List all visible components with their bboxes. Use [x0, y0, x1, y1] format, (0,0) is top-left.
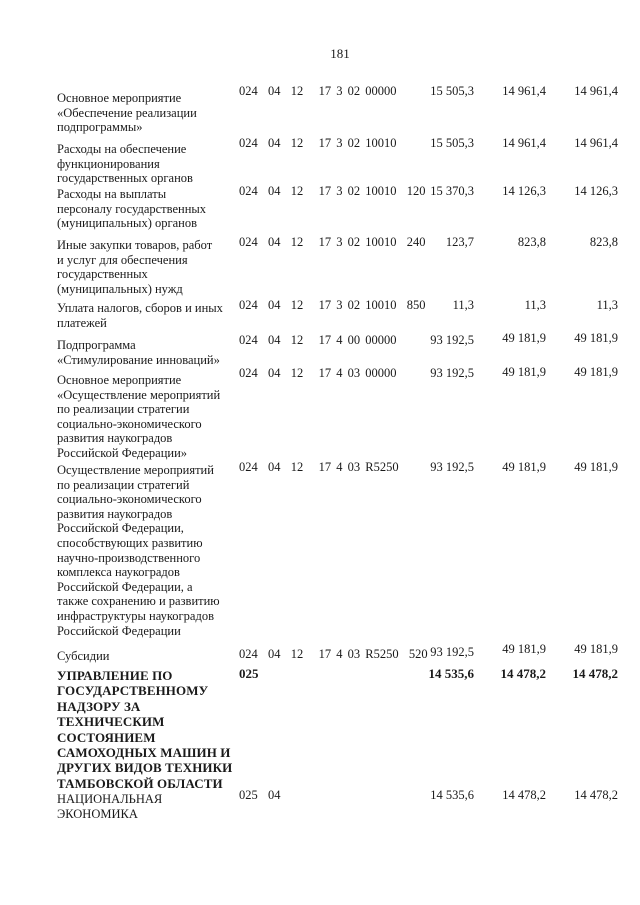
row-code: 025 04: [239, 788, 281, 802]
row-name: Расходы на обеспечение функционирования государственных органов: [57, 142, 193, 186]
value-col-3: 49 181,9: [574, 460, 618, 474]
row-code: 024 04 12 17 3 02 10010 850: [239, 298, 426, 312]
value-col-3: 14 961,4: [574, 136, 618, 150]
value-col-2: 14 961,4: [502, 136, 546, 150]
row-name: Уплата налогов, сборов и иных платежей: [57, 301, 223, 330]
value-col-1: 15 505,3: [430, 84, 474, 98]
row-name: Расходы на выплаты персоналу государственных (муниципальных) органов: [57, 187, 207, 231]
value-col-2: 14 478,2: [502, 788, 546, 802]
row-name: Подпрограмма «Стимулирование инноваций»: [57, 338, 220, 367]
value-col-3: 11,3: [596, 298, 618, 312]
value-col-1: 15 505,3: [430, 136, 474, 150]
value-col-1: 93 192,5: [430, 366, 474, 380]
value-col-2: 49 181,9: [502, 331, 546, 345]
row-code: 025: [239, 666, 259, 681]
value-col-1: 93 192,5: [430, 460, 474, 474]
value-col-1: 15 370,3: [430, 184, 474, 198]
value-col-2: 14 961,4: [502, 84, 546, 98]
value-col-1: 11,3: [452, 298, 474, 312]
row-name: Осуществление мероприятий по реализации стратегий социально-экономического развития наукоградов Российской Федерации, способствующих развитию научно-производственного комплекса наукоградов Российской Федерации, а также сохранению и развитию инфраструктуры наукоградов Российской Федерации: [57, 463, 220, 638]
row-name: Иные закупки товаров, работ и услуг для обеспечения государственных (муниципальных) нужд: [57, 238, 213, 296]
row-name: Субсидии: [57, 649, 110, 663]
value-col-3: 14 478,2: [574, 788, 618, 802]
row-code: 024 04 12 17 4 03 00000: [239, 366, 397, 380]
row-code: 024 04 12 17 4 03 R5250: [239, 460, 399, 474]
row-code: 024 04 12 17 3 02 00000: [239, 84, 397, 98]
value-col-3: 14 478,2: [572, 666, 618, 681]
row-code: 024 04 12 17 4 03 R5250 520: [239, 647, 428, 661]
value-col-2: 49 181,9: [502, 642, 546, 656]
value-col-1: 93 192,5: [430, 645, 474, 659]
value-col-1: 14 535,6: [430, 788, 474, 802]
value-col-2: 14 478,2: [500, 666, 546, 681]
value-col-3: 14 961,4: [574, 84, 618, 98]
value-col-2: 823,8: [517, 235, 546, 249]
value-col-1: 93 192,5: [430, 333, 474, 347]
value-col-2: 11,3: [524, 298, 546, 312]
value-col-3: 14 126,3: [574, 184, 618, 198]
value-col-3: 49 181,9: [574, 642, 618, 656]
value-col-2: 49 181,9: [502, 460, 546, 474]
page-number: 181: [330, 46, 350, 61]
row-code: 024 04 12 17 3 02 10010: [239, 136, 397, 150]
row-name: УПРАВЛЕНИЕ ПО ГОСУДАРСТВЕННОМУ НАДЗОРУ ЗА ТЕХНИЧЕСКИМ СОСТОЯНИЕМ САМОХОДНЫХ МАШИН И ДРУГИХ ВИДОВ ТЕХНИКИ ТАМБОВСКОЙ ОБЛАСТИ: [57, 668, 233, 791]
row-name: Основное мероприятие «Осуществление мероприятий по реализации стратегии социально-экономического развития наукоградов Российской Федерации»: [57, 373, 221, 460]
value-col-3: 49 181,9: [574, 331, 618, 345]
value-col-2: 49 181,9: [502, 365, 546, 379]
value-col-2: 14 126,3: [502, 184, 546, 198]
row-name: НАЦИОНАЛЬНАЯ ЭКОНОМИКА: [57, 792, 163, 821]
value-col-3: 49 181,9: [574, 365, 618, 379]
row-code: 024 04 12 17 3 02 10010 120: [239, 184, 426, 198]
row-name: Основное мероприятие «Обеспечение реализации подпрограммы»: [57, 91, 197, 135]
value-col-3: 823,8: [589, 235, 618, 249]
value-col-1: 123,7: [445, 235, 474, 249]
row-code: 024 04 12 17 3 02 10010 240: [239, 235, 426, 249]
value-col-1: 14 535,6: [428, 666, 474, 681]
row-code: 024 04 12 17 4 00 00000: [239, 333, 397, 347]
